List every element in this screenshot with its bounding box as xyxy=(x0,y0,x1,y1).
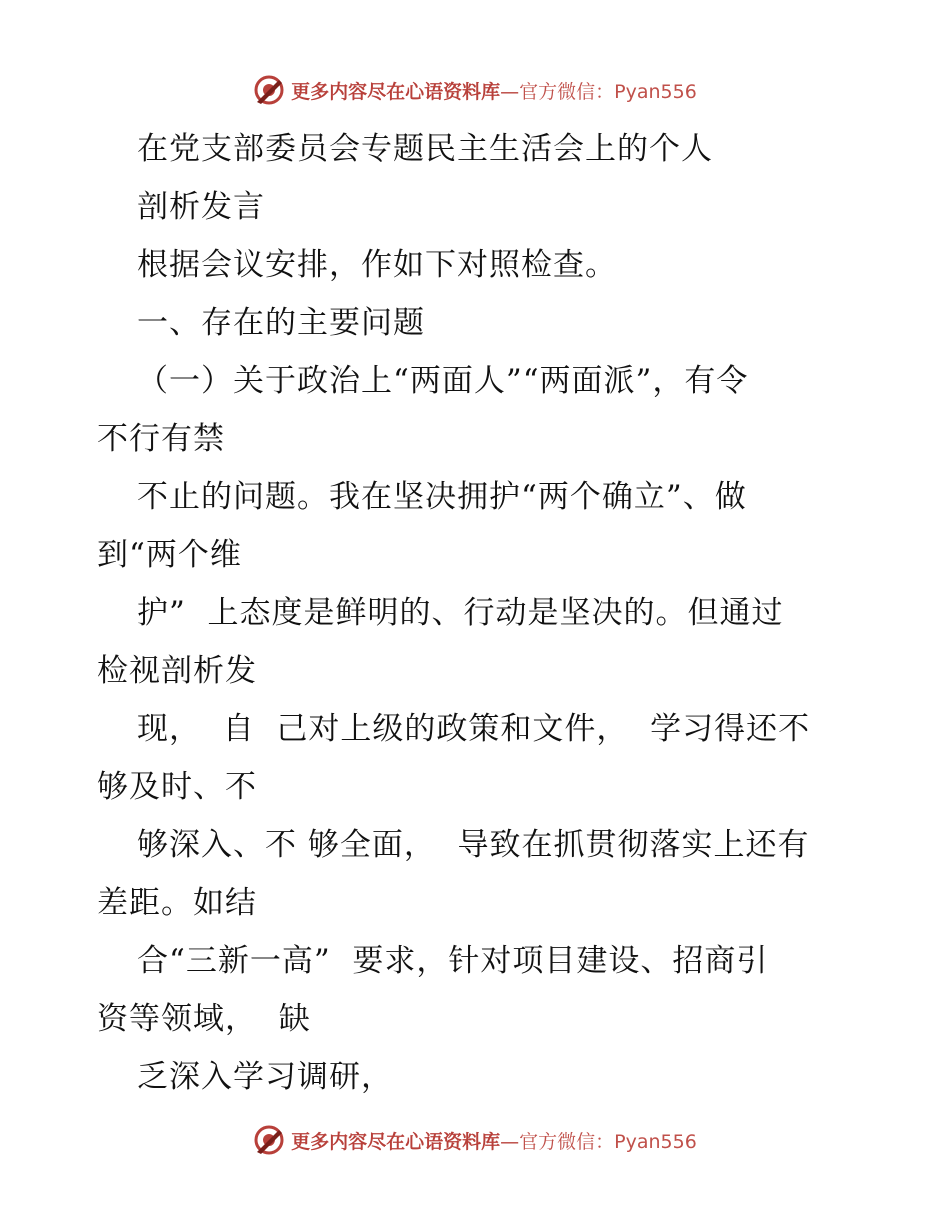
document-line: 不行有禁 xyxy=(97,421,225,457)
header-watermark-banner xyxy=(0,70,950,110)
watermark-main: 更多内容尽在心语资料库 xyxy=(291,1130,501,1153)
document-line: 剖析发言 xyxy=(137,189,265,225)
document-line: 够及时、不 xyxy=(97,769,257,805)
document-line: 差距。如结 xyxy=(97,885,257,921)
document-line: 在党支部委员会专题民主生活会上的个人 xyxy=(137,131,713,167)
document-line: 够深入、不 够全面， 导致在抓贯彻落实上还有 xyxy=(137,827,810,863)
footer-watermark-banner xyxy=(0,1120,950,1160)
document-line: 乏深入学习调研， xyxy=(137,1059,393,1095)
document-line: 到“两个维 xyxy=(97,537,242,573)
watermark-separator: — xyxy=(500,1130,520,1153)
quill-seal-icon xyxy=(253,1124,285,1156)
watermark-main: 更多内容尽在心语资料库 xyxy=(291,80,501,103)
watermark-text xyxy=(291,1127,697,1154)
watermark-contact: 官方微信：Pyan556 xyxy=(519,1130,697,1153)
watermark-text xyxy=(291,77,697,104)
quill-seal-icon xyxy=(253,74,285,106)
document-line: 合“三新一高” 要求，针对项目建设、招商引 xyxy=(137,943,769,979)
document-line: 根据会议安排，作如下对照检查。 xyxy=(137,247,617,283)
watermark-separator: — xyxy=(500,80,520,103)
document-line: 现， 自 己对上级的政策和文件， 学习得还不 xyxy=(137,711,811,747)
watermark-contact: 官方微信：Pyan556 xyxy=(519,80,697,103)
document-line: （一）关于政治上“两面人”“两面派”，有令 xyxy=(137,363,749,399)
document-line: 资等领域， 缺 xyxy=(97,1001,311,1037)
document-body xyxy=(97,120,877,1106)
document-line: 一、存在的主要问题 xyxy=(137,305,425,341)
document-line: 检视剖析发 xyxy=(97,653,257,689)
document-line: 护” 上态度是鲜明的、行动是坚决的。但通过 xyxy=(137,595,784,631)
document-line: 不止的问题。我在坚决拥护“两个确立”、做 xyxy=(137,479,747,515)
